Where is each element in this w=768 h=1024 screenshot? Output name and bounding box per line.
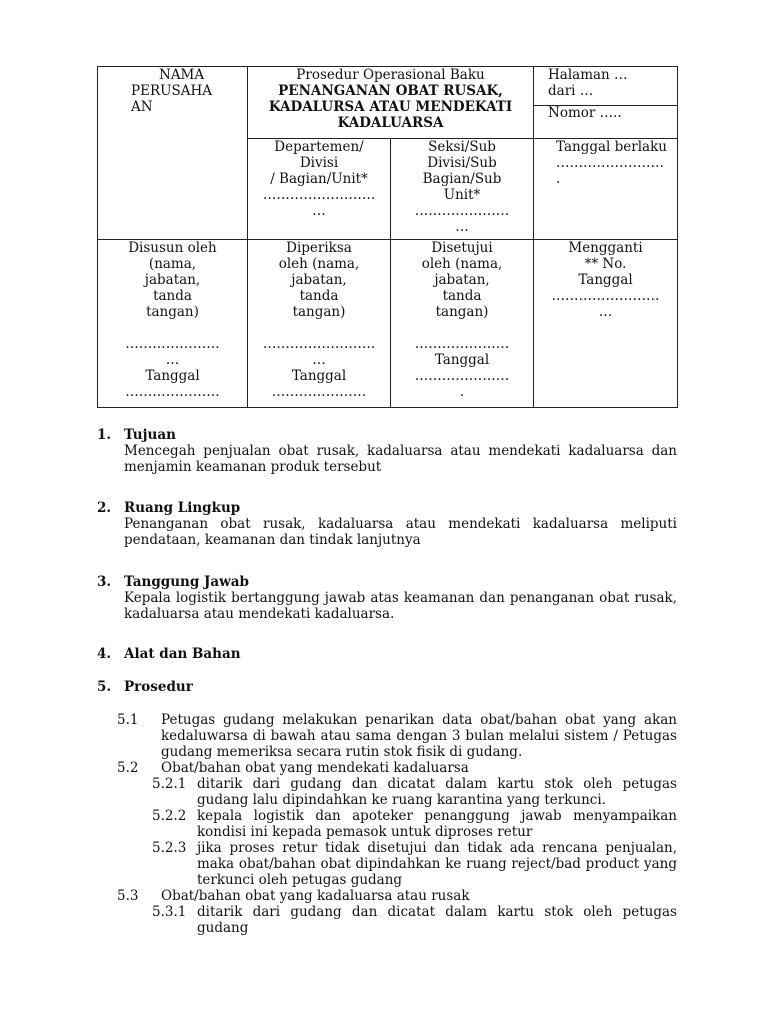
procedure-number: 5.2.2 bbox=[152, 808, 187, 824]
seksi-cell bbox=[391, 139, 534, 240]
disetujui-line: . bbox=[459, 384, 465, 400]
mengganti-line: ** No. bbox=[584, 256, 627, 272]
disetujui-line: Disetujui bbox=[431, 240, 493, 256]
seksi-line: Bagian/Sub bbox=[422, 171, 502, 187]
disusun-line: ………………… bbox=[125, 336, 220, 352]
disusun-spacer bbox=[98, 320, 247, 336]
procedure-subitem bbox=[117, 808, 677, 840]
departemen-cell bbox=[248, 139, 391, 240]
procedure-text: ditarik dari gudang dan dicatat dalam kartu stok oleh petugas gudang bbox=[197, 904, 677, 936]
disetujui-spacer bbox=[391, 320, 533, 336]
seksi-line: Unit* bbox=[443, 187, 481, 203]
tanggal-berlaku-line: …………………… bbox=[556, 155, 665, 171]
diperiksa-line: Diperiksa bbox=[286, 240, 352, 256]
seksi-line: ………………… bbox=[414, 203, 510, 219]
mengganti-line: Tanggal bbox=[578, 272, 633, 288]
procedure-subitem bbox=[117, 904, 677, 936]
sop-label: Prosedur Operasional Baku bbox=[296, 67, 485, 83]
departemen-line: Divisi bbox=[299, 155, 339, 171]
departemen-line: ……………………. bbox=[262, 187, 376, 203]
tanggal-berlaku-line: . bbox=[556, 171, 561, 187]
procedure-number: 5.2.3 bbox=[152, 840, 187, 856]
nomor-label: Nomor ….. bbox=[548, 105, 622, 121]
procedure-number: 5.3.1 bbox=[152, 904, 187, 920]
procedure-item bbox=[117, 760, 677, 776]
departemen-line: … bbox=[312, 203, 326, 219]
procedure-text: jika proses retur tidak disetujui dan tidak ada rencana penjualan, maka obat/bahan obat dipindahkan ke ruang reject/bad product yang terkunci oleh petugas gudang bbox=[197, 840, 677, 888]
disusun-line: tanda bbox=[153, 288, 192, 304]
procedure-text: kepala logistik dan apoteker penanggung jawab menyampaikan kondisi ini kepada pemasok untuk diproses retur bbox=[197, 808, 677, 840]
departemen-line: Departemen/ bbox=[274, 139, 364, 155]
section-text: Penanganan obat rusak, kadaluarsa atau mendekati kadaluarsa meliputi pendataan, keamanan dan tindak lanjutnya bbox=[124, 516, 677, 548]
company-name-line: NAMA bbox=[159, 67, 205, 83]
diperiksa-spacer bbox=[248, 320, 390, 336]
sop-title-line: PENANGANAN OBAT RUSAK, bbox=[278, 83, 503, 99]
disetujui-line: Tanggal bbox=[434, 352, 490, 368]
dari-label: dari … bbox=[548, 83, 594, 99]
procedure-text: ditarik dari gudang dan dicatat dalam kartu stok oleh petugas gudang lalu dipindahkan ke ruang karantina yang terkunci. bbox=[197, 776, 677, 808]
disetujui-line: tangan) bbox=[435, 304, 489, 320]
diperiksa-line: Tanggal bbox=[291, 368, 347, 384]
section-number: 4. bbox=[97, 646, 112, 662]
procedure-number: 5.1 bbox=[117, 712, 139, 728]
sop-header-table bbox=[97, 66, 678, 408]
procedure-text: Petugas gudang melakukan penarikan data obat/bahan obat yang akan kedaluwarsa di bawah atau sama dengan 3 bulan melalui sistem / Petugas gudang memeriksa secara rutin stok fisik di gudang. bbox=[161, 712, 677, 760]
seksi-line: Divisi/Sub bbox=[427, 155, 497, 171]
departemen-line: / Bagian/Unit* bbox=[270, 171, 368, 187]
section-title: Ruang Lingkup bbox=[124, 500, 241, 516]
sop-title-line: KADALURSA ATAU MENDEKATI bbox=[268, 99, 513, 115]
diperiksa-line: jabatan, bbox=[291, 272, 347, 288]
diperiksa-line: tanda bbox=[299, 288, 339, 304]
diperiksa-line: tangan) bbox=[292, 304, 346, 320]
section-title: Prosedur bbox=[124, 679, 193, 695]
tanggal-berlaku-label: Tanggal berlaku bbox=[556, 139, 667, 155]
procedure-subitem bbox=[117, 776, 677, 808]
procedure-text: Obat/bahan obat yang kadaluarsa atau rusak bbox=[161, 888, 470, 904]
diperiksa-line: ……………………. bbox=[262, 336, 376, 352]
procedure-text: Obat/bahan obat yang mendekati kadaluarsa bbox=[161, 760, 469, 776]
sop-title-cell bbox=[248, 67, 534, 139]
section-prosedur bbox=[97, 679, 677, 695]
disetujui-cell bbox=[391, 240, 534, 408]
section-number: 2. bbox=[97, 500, 112, 516]
halaman-label: Halaman … bbox=[548, 67, 628, 83]
procedure-number: 5.2.1 bbox=[152, 776, 187, 792]
disetujui-line: tanda bbox=[442, 288, 482, 304]
section-text: Kepala logistik bertanggung jawab atas keamanan dan penanganan obat rusak, kadaluarsa atau mendekati kadaluarsa. bbox=[124, 590, 677, 622]
disusun-cell bbox=[98, 240, 248, 408]
section-number: 1. bbox=[97, 427, 112, 443]
company-name-line: AN bbox=[131, 99, 153, 115]
procedure-number: 5.2 bbox=[117, 760, 139, 776]
disusun-line: (nama, bbox=[148, 256, 197, 272]
section-number: 3. bbox=[97, 574, 112, 590]
procedure-subitem bbox=[117, 840, 677, 888]
section-alat-bahan bbox=[97, 646, 677, 662]
section-tanggung-jawab bbox=[97, 574, 677, 622]
section-title: Tujuan bbox=[124, 427, 176, 443]
mengganti-line: Mengganti bbox=[568, 240, 643, 256]
diperiksa-line: oleh (nama, bbox=[278, 256, 360, 272]
section-title: Tanggung Jawab bbox=[124, 574, 249, 590]
seksi-line: Seksi/Sub bbox=[428, 139, 496, 155]
section-number: 5. bbox=[97, 679, 112, 695]
section-tujuan bbox=[97, 427, 677, 475]
disusun-line: … bbox=[165, 352, 180, 368]
diperiksa-cell bbox=[248, 240, 391, 408]
sop-title-line: KADALUARSA bbox=[337, 115, 444, 131]
disusun-line: Disusun oleh bbox=[128, 240, 217, 256]
diperiksa-line: … bbox=[312, 352, 326, 368]
section-text: Mencegah penjualan obat rusak, kadaluarsa atau mendekati kadaluarsa dan menjamin keamanan produk tersebut bbox=[124, 443, 677, 475]
seksi-line: … bbox=[455, 219, 469, 235]
company-name-line: PERUSAHA bbox=[131, 83, 212, 99]
disusun-line: tangan) bbox=[146, 304, 199, 320]
mengganti-line: …………………… bbox=[551, 288, 660, 304]
company-name-cell bbox=[98, 67, 248, 240]
tanggal-berlaku-cell bbox=[534, 139, 678, 240]
disusun-line: Tanggal bbox=[145, 368, 200, 384]
section-title: Alat dan Bahan bbox=[124, 646, 241, 662]
disusun-line: jabatan, bbox=[144, 272, 201, 288]
disetujui-line: jabatan, bbox=[434, 272, 490, 288]
disetujui-line: oleh (nama, bbox=[421, 256, 503, 272]
disusun-line: ………………… bbox=[125, 384, 220, 400]
disetujui-line: ………………… bbox=[414, 368, 510, 384]
diperiksa-line: ………………… bbox=[271, 384, 367, 400]
mengganti-cell bbox=[534, 240, 678, 408]
procedure-number: 5.3 bbox=[117, 888, 139, 904]
procedure-item bbox=[117, 712, 677, 760]
mengganti-line: … bbox=[598, 304, 613, 320]
procedure-item bbox=[117, 888, 677, 904]
disetujui-line: ………………… bbox=[414, 336, 510, 352]
page-number-cell bbox=[534, 67, 678, 139]
procedure-list bbox=[117, 712, 677, 936]
section-ruang-lingkup bbox=[97, 500, 677, 548]
